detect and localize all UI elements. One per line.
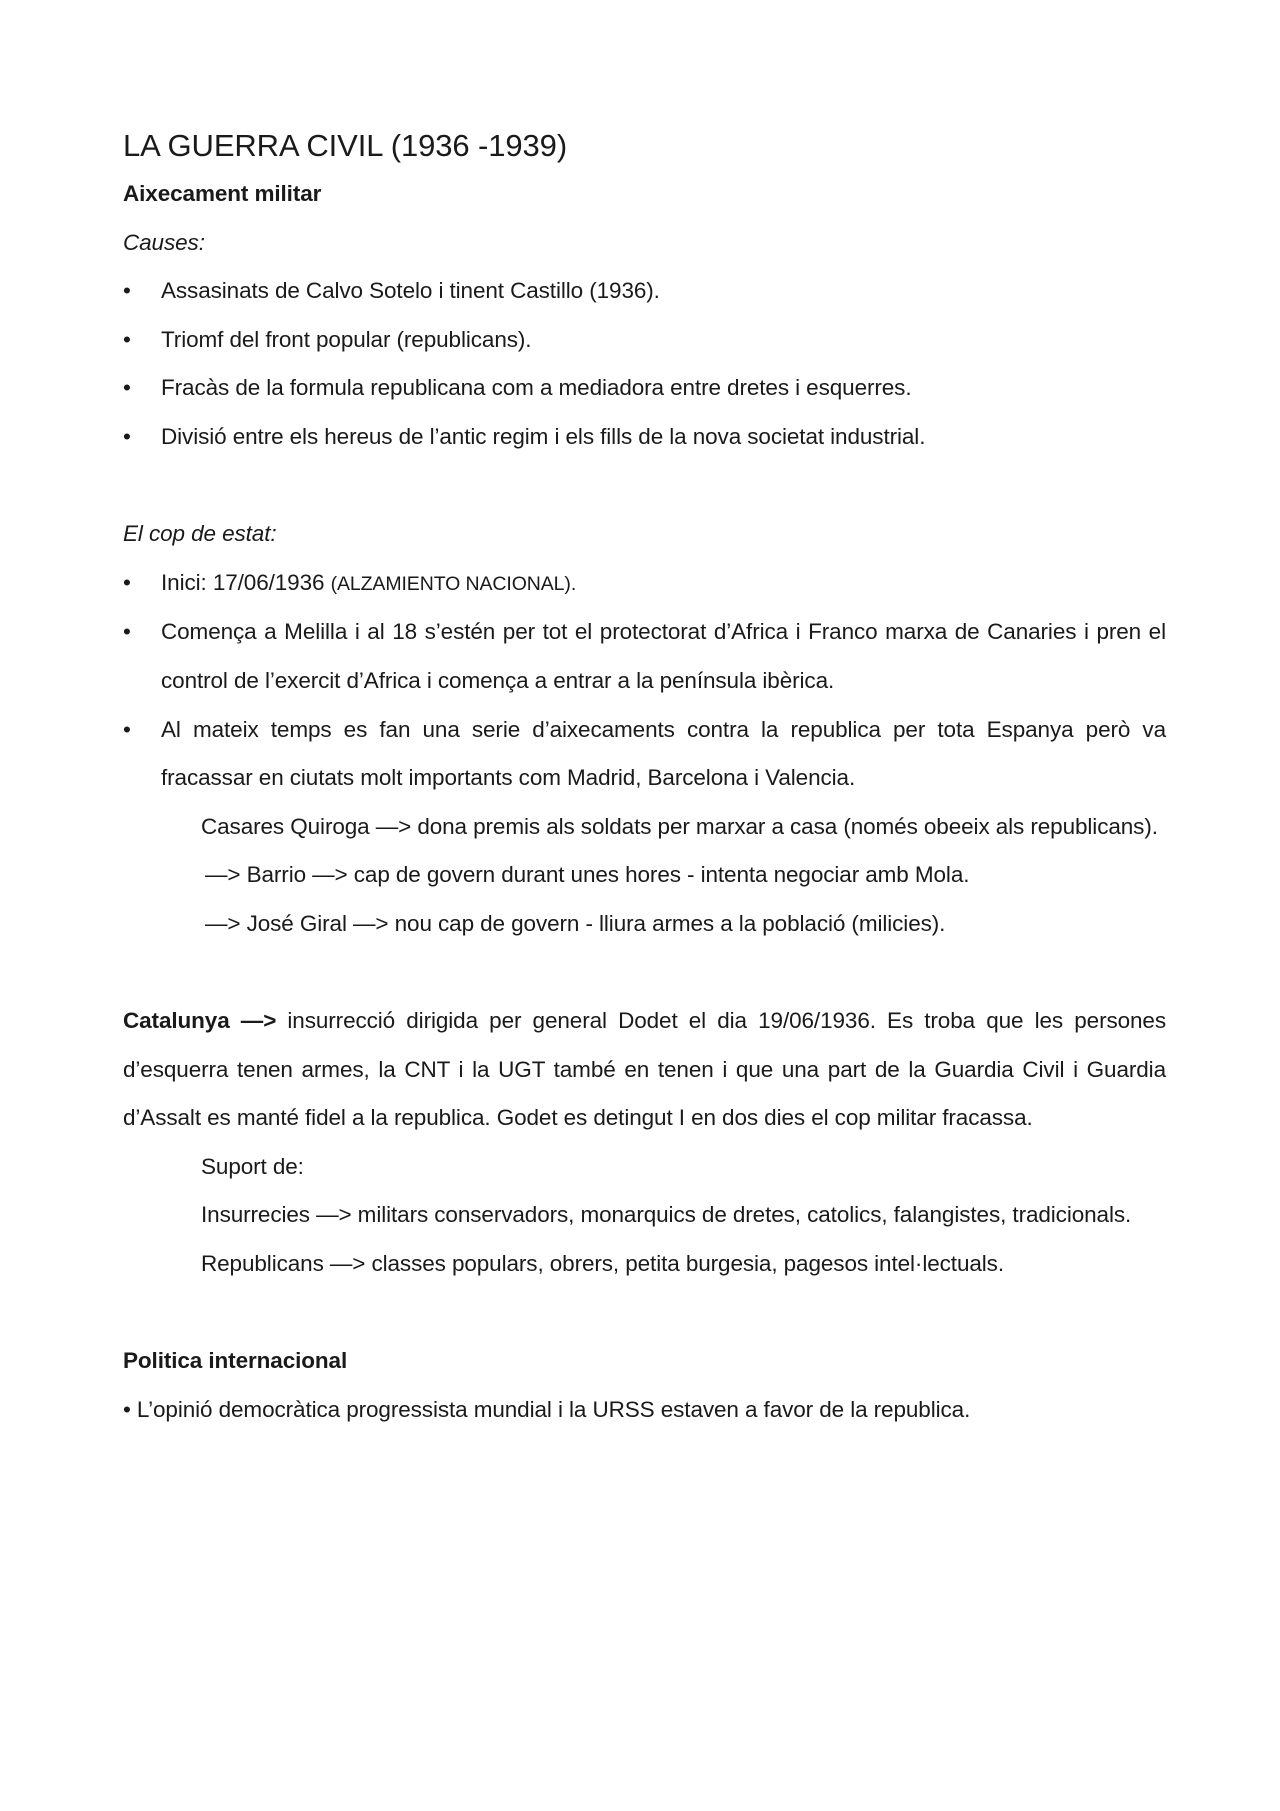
bullet-icon: • — [123, 278, 131, 304]
catalunya-label: Catalunya —> — [123, 1008, 277, 1034]
list-item — [123, 364, 1166, 413]
list-item — [123, 706, 1166, 803]
list-item — [123, 608, 1166, 705]
list-item — [123, 413, 1166, 462]
bullet-icon: • — [123, 423, 131, 449]
spacer — [123, 1289, 1166, 1338]
list-item-caps: (ALZAMIENTO NACIONAL). — [330, 572, 577, 595]
list-item — [123, 559, 1166, 609]
list-item-text: Inici: 17/06/1936 — [161, 569, 331, 595]
section-heading-aixecament: Aixecament militar — [123, 181, 322, 206]
list-item-text: Assasinats de Calvo Sotelo i tinent Castillo (1936). — [161, 278, 660, 304]
catalunya-text: insurrecció dirigida per general Dodet el dia 19/06/1936. Es troba que les persones d’esquerra tenen armes, la CNT i la UGT també en tenen i que una part de la Guardia Civil i Guardia d’Assalt es manté fidel a la republica. Godet es detingut I en dos dies el cop militar fracassa. — [123, 1008, 1166, 1131]
catalunya-paragraph — [123, 997, 1166, 1143]
spacer — [123, 949, 1166, 998]
bullet-icon: • — [123, 569, 131, 595]
page-title: LA GUERRA CIVIL (1936 -1939) — [123, 128, 568, 163]
list-item-text: Divisió entre els hereus de l’antic regim i els fills de la nova societat industrial. — [161, 423, 926, 449]
section-heading-politica: Politica internacional — [123, 1348, 348, 1374]
spacer — [123, 462, 1166, 511]
republicans-paragraph: Republicans —> classes populars, obrers, petita burgesia, pagesos intel·lectuals. — [201, 1251, 1004, 1277]
politica-item: • L’opinió democràtica progressista mundial i la URSS estaven a favor de la republica. — [123, 1396, 971, 1422]
list-item — [123, 316, 1166, 365]
causes-label: Causes: — [123, 229, 205, 255]
bullet-icon: • — [123, 326, 131, 352]
causes-list — [123, 267, 1166, 461]
list-item-text: Fracàs de la formula republicana com a mediadora entre dretes i esquerres. — [161, 375, 912, 401]
coup-list — [123, 559, 1166, 803]
list-item-text: Triomf del front popular (republicans). — [161, 326, 532, 352]
list-item-text: Comença a Melilla i al 18 s’estén per tot el protectorat d’Africa i Franco marxa de Canaries i pren el control de l’exercit d’Africa i comença a entrar a la península ibèrica. — [161, 619, 1166, 693]
insurrecies-paragraph: Insurrecies —> militars conservadors, monarquics de dretes, catolics, falangistes, tradicionals. — [201, 1202, 1132, 1228]
giral-paragraph: —> José Giral —> nou cap de govern - lliura armes a la població (milicies). — [205, 910, 946, 936]
list-item-text: Al mateix temps es fan una serie d’aixecaments contra la republica per tota Espanya però va fracassar en ciutats molt importants com Madrid, Barcelona i Valencia. — [161, 716, 1166, 791]
casares-paragraph: Casares Quiroga —> dona premis als soldats per marxar a casa (només obeeix als republicans). — [201, 813, 1158, 839]
bullet-icon: • — [123, 716, 131, 742]
barrio-paragraph: —> Barrio —> cap de govern durant unes hores - intenta negociar amb Mola. — [205, 862, 970, 888]
bullet-icon: • — [123, 375, 131, 401]
coup-label: El cop de estat: — [123, 521, 277, 547]
suport-label: Suport de: — [201, 1153, 304, 1179]
document-page — [123, 122, 1166, 1434]
bullet-icon: • — [123, 619, 131, 645]
list-item — [123, 267, 1166, 316]
